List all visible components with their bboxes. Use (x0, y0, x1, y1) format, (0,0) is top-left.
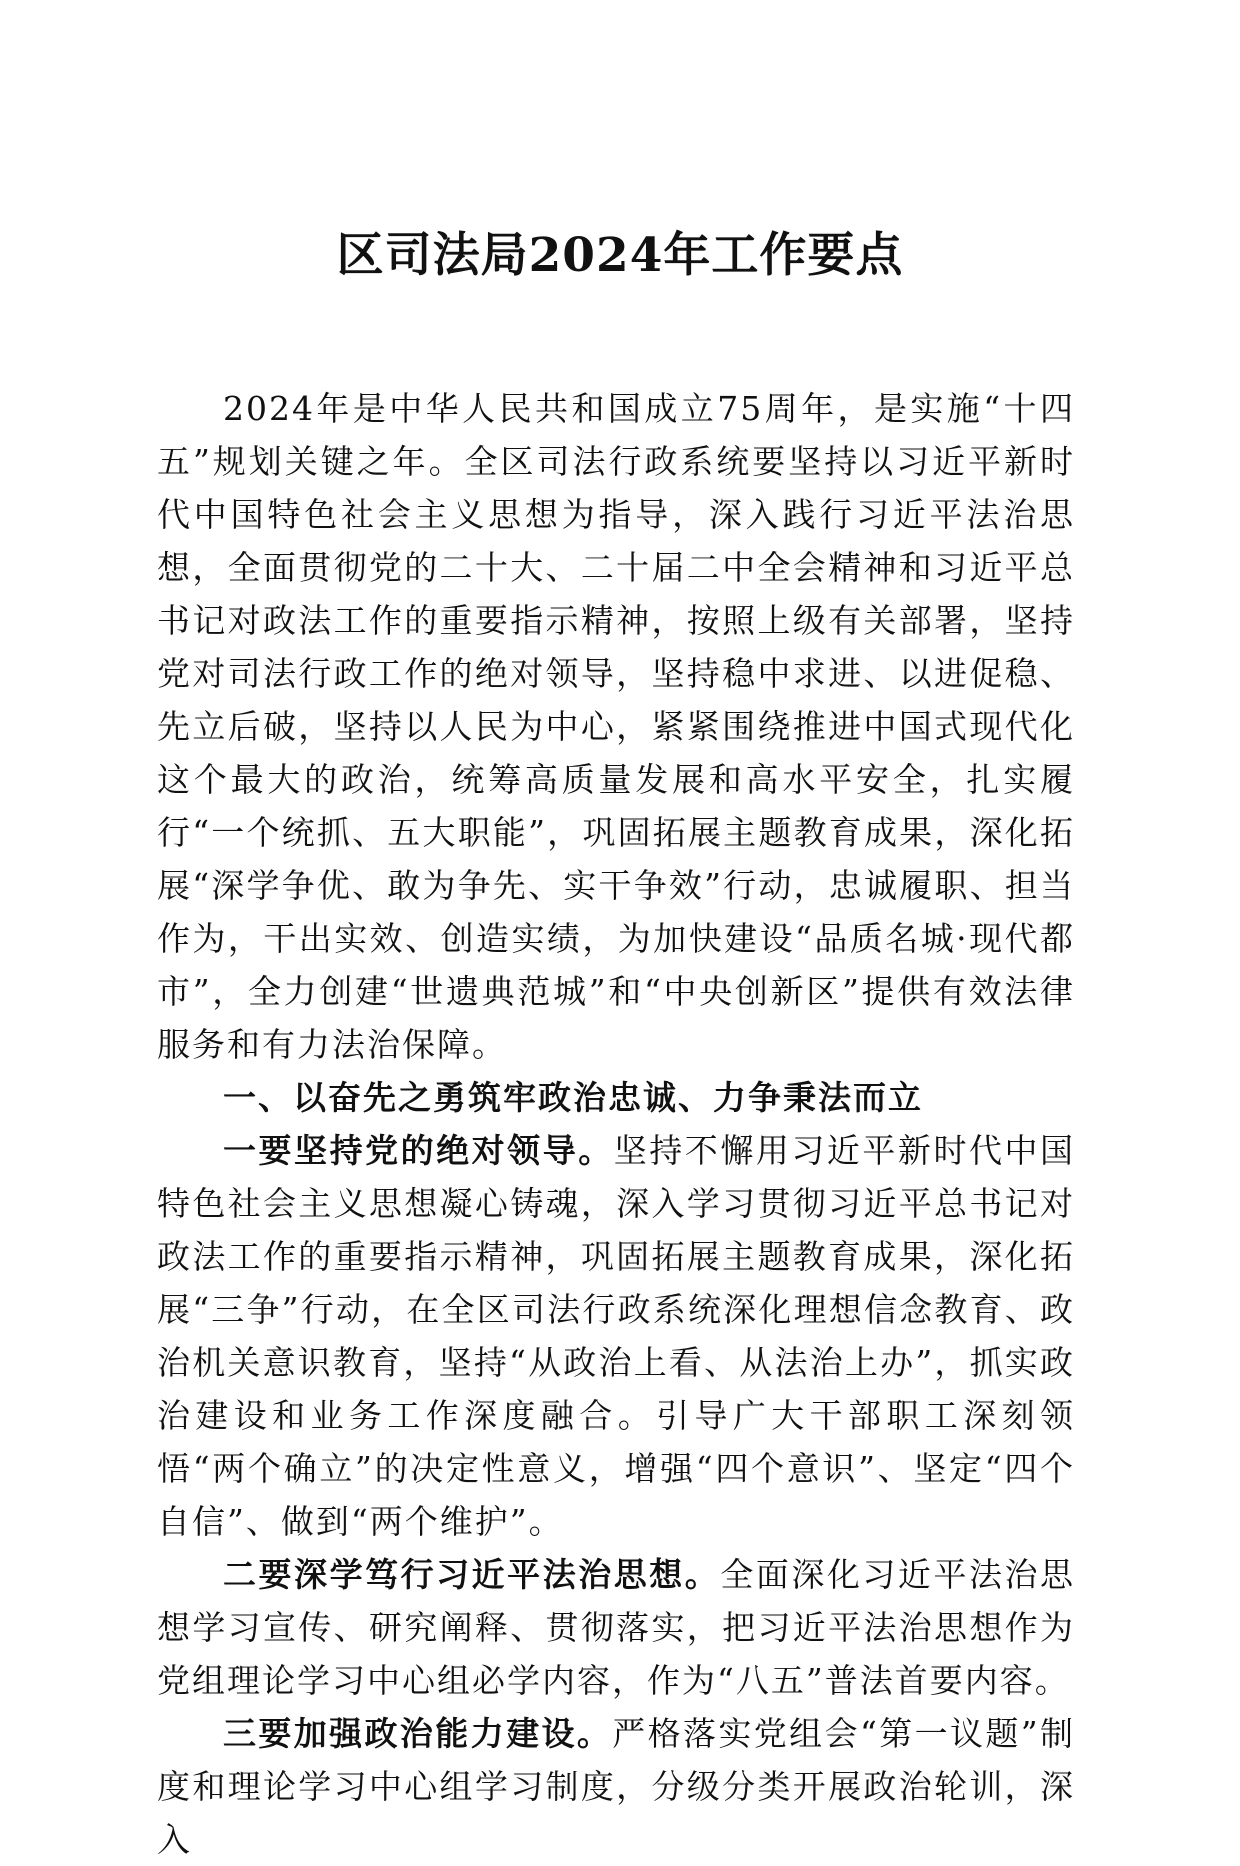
point-paragraph-2 (157, 1548, 1075, 1707)
document-title: 区司法局2024年工作要点 (336, 228, 904, 283)
point-text-1: 坚持不懈用习近平新时代中国特色社会主义思想凝心铸魂，深入学习贯彻习近平总书记对政法工作的重要指示精神，巩固拓展主题教育成果，深化拓展“三争”行动，在全区司法行政系统深化理想信念教育、政治机关意识教育，坚持“从政治上看、从法治上办”，抓实政治建设和业务工作深度融合。引导广大干部职工深刻领悟“两个确立”的决定性意义，增强“四个意识”、坚定“四个自信”、做到“两个维护”。 (157, 1131, 1076, 1541)
point-lead-2: 二要深学笃行习近平法治思想。 (223, 1555, 721, 1594)
point-text-3: 严格落实党组会“第一议题”制度和理论学习中心组学习制度，分级分类开展政治轮训，深入 (157, 1714, 1076, 1859)
point-text-2: 全面深化习近平法治思想学习宣传、研究阐释、贯彻落实，把习近平法治思想作为党组理论学习中心组必学内容，作为“八五”普法首要内容。 (157, 1555, 1076, 1700)
point-paragraph-1 (157, 1124, 1075, 1548)
document-body (157, 382, 1075, 1866)
point-paragraph-3 (157, 1707, 1075, 1866)
point-lead-3: 三要加强政治能力建设。 (223, 1714, 613, 1753)
point-lead-1: 一要坚持党的绝对领导。 (223, 1131, 614, 1170)
intro-paragraph: 2024年是中华人民共和国成立75周年，是实施“十四五”规划关键之年。全区司法行政系统要坚持以习近平新时代中国特色社会主义思想为指导，深入践行习近平法治思想，全面贯彻党的二十大、二十届二中全会精神和习近平总书记对政法工作的重要指示精神，按照上级有关部署，坚持党对司法行政工作的绝对领导，坚持稳中求进、以进促稳、先立后破，坚持以人民为中心，紧紧围绕推进中国式现代化这个最大的政治，统筹高质量发展和高水平安全，扎实履行“一个统抓、五大职能”，巩固拓展主题教育成果，深化拓展“深学争优、敢为争先、实干争效”行动，忠诚履职、担当作为，干出实效、创造实绩，为加快建设“品质名城·现代都市”，全力创建“世遗典范城”和“中央创新区”提供有效法律服务和有力法治保障。 (157, 389, 1075, 1064)
section-heading-1: 一、以奋先之勇筑牢政治忠诚、力争秉法而立 (223, 1078, 923, 1117)
